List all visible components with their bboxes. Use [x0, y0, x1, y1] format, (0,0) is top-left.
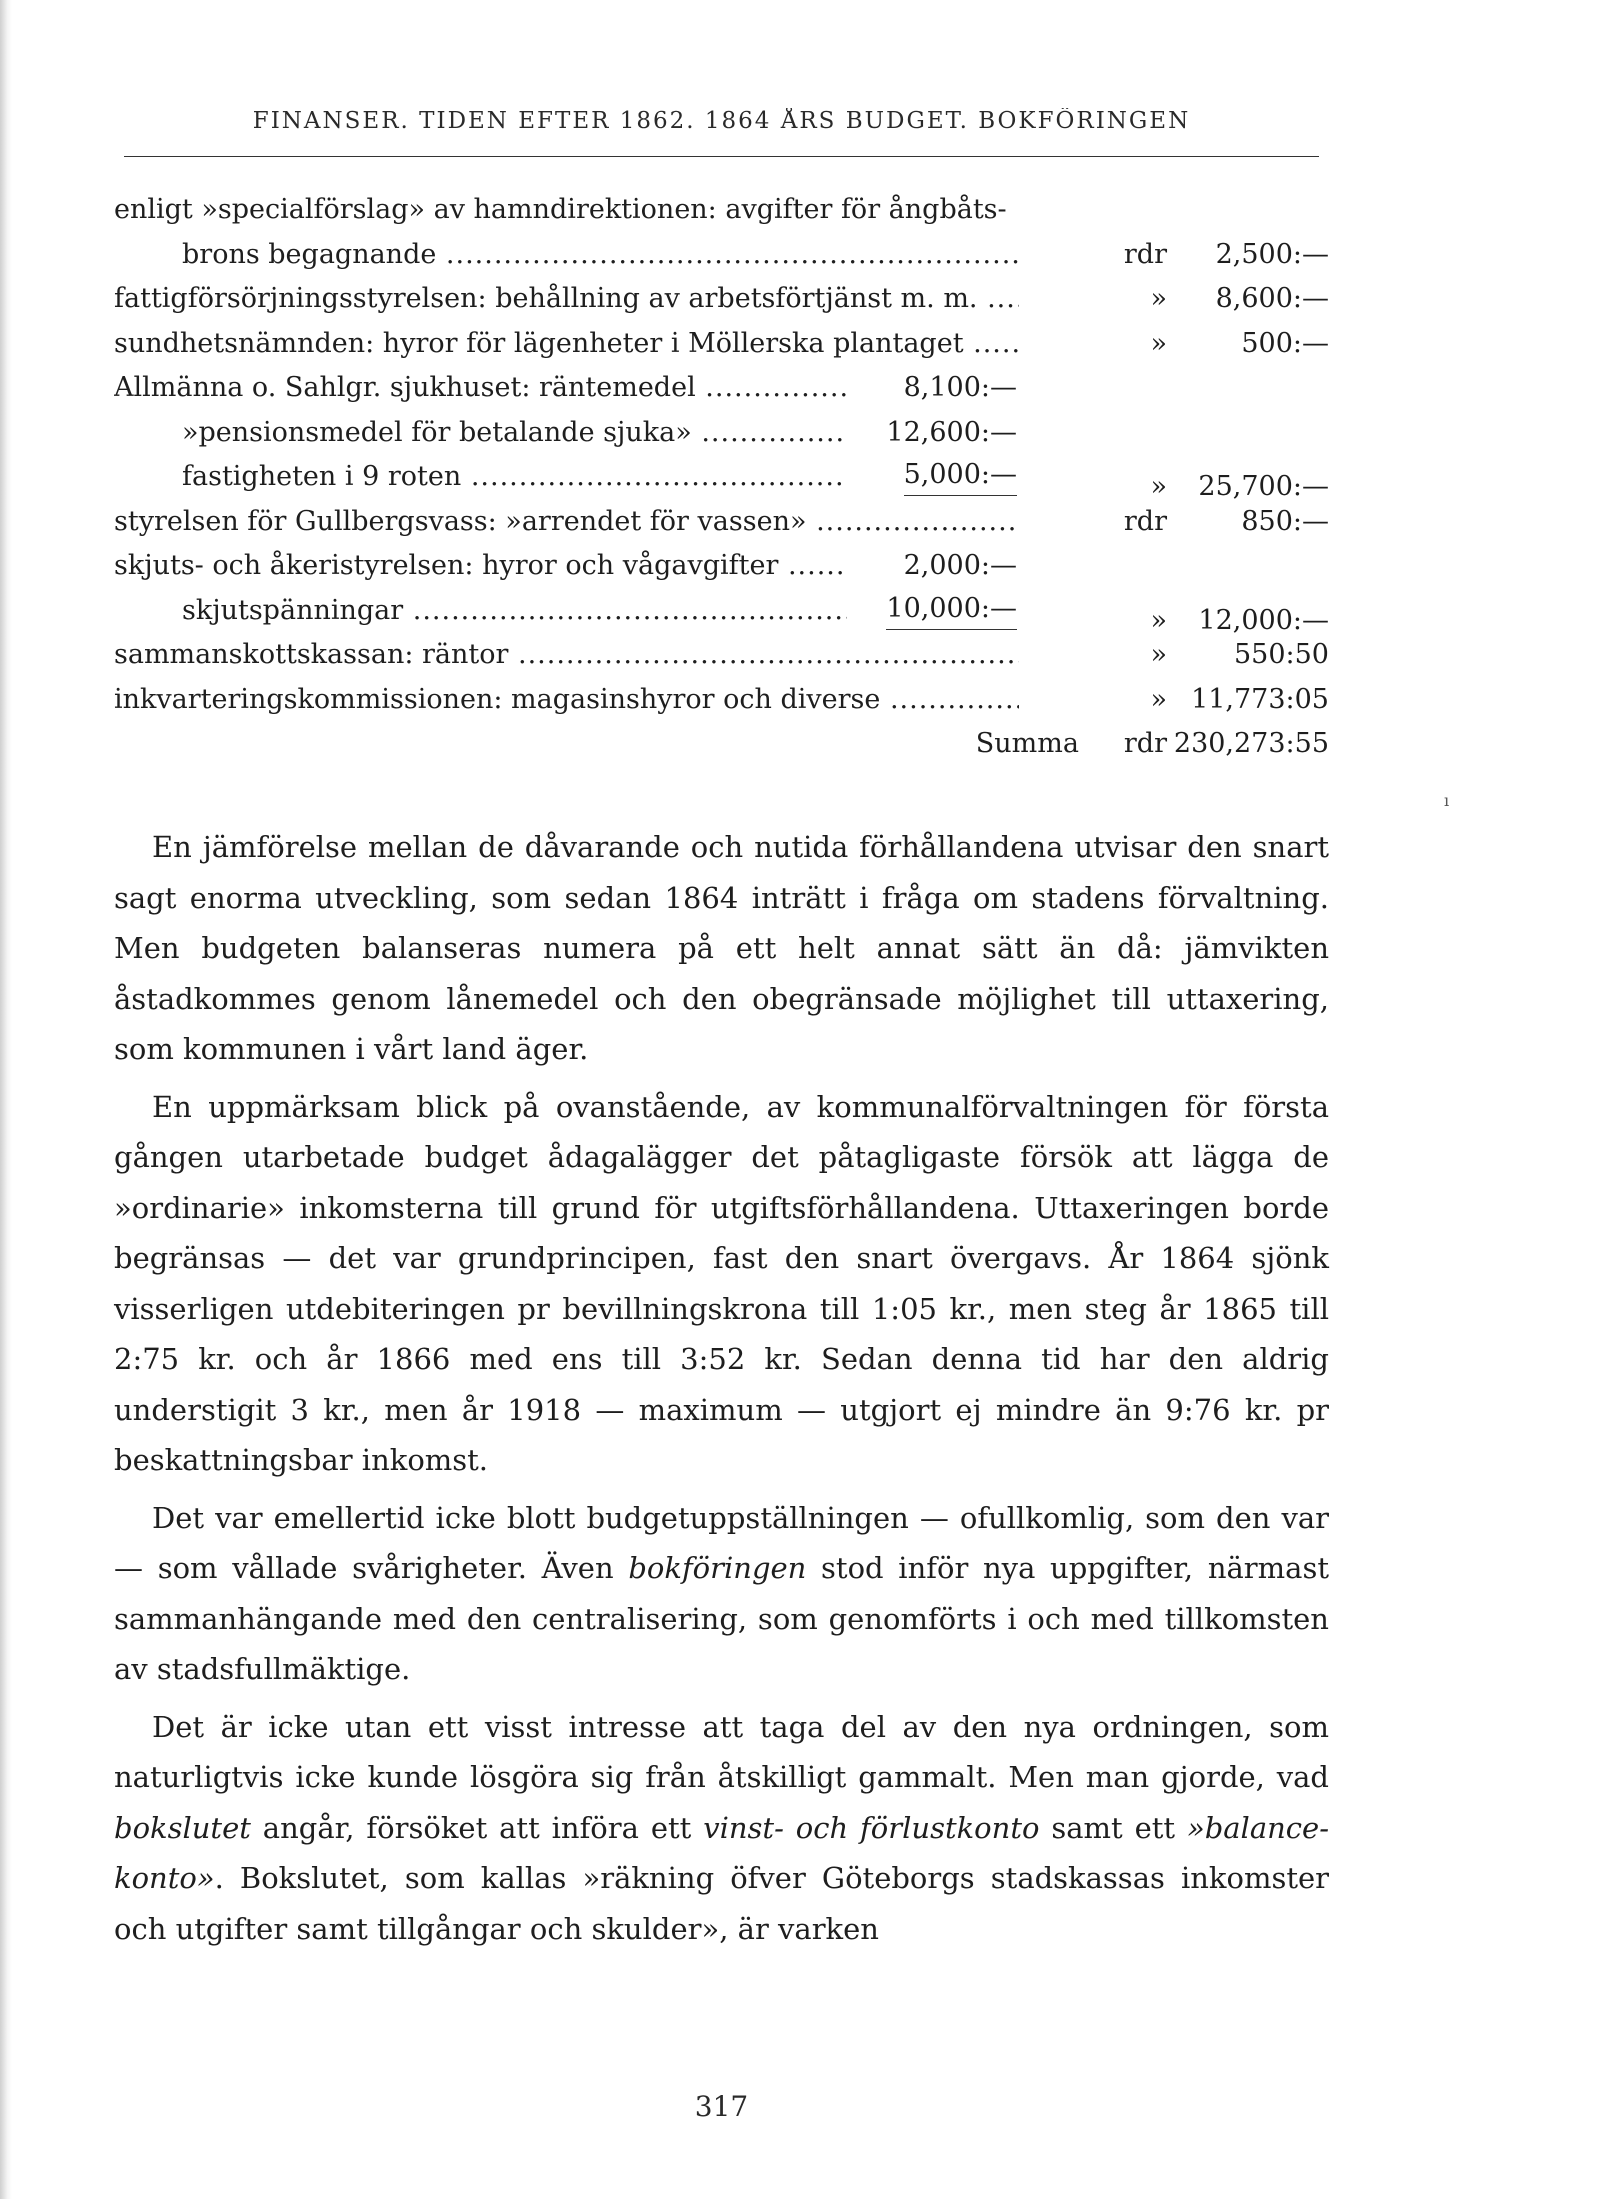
- budget-row: [114, 589, 1329, 634]
- page-number: 317: [694, 2090, 749, 2123]
- budget-row: [114, 366, 1329, 411]
- budget-row: [114, 678, 1329, 723]
- budget-label: styrelsen för Gullbergsvass: »arrendet för vassen» .....: [114, 500, 1019, 545]
- budget-row: [114, 544, 1329, 589]
- budget-subamount: 5,000:—: [904, 455, 1017, 496]
- budget-row: [114, 233, 1329, 278]
- budget-amount: 12,000:—: [1198, 604, 1329, 636]
- budget-row: [114, 633, 1329, 678]
- total-unit: rdr: [1123, 728, 1167, 759]
- paragraph: [114, 1702, 1329, 1955]
- italic-term: bokslutet: [114, 1810, 251, 1845]
- paragraph-text: En jämförelse mellan de dåvarande och nutida förhållandena utvisar den snart sagt enorma utveckling, som sedan 1864 inträtt i fråga om stadens förvaltning. Men budgeten balanseras numera på ett helt annat sätt än då: jämvikten åstadkommes genom lånemedel och den obegränsade möjlighet till uttaxering, som kommunen i vårt land äger.: [114, 830, 1329, 1066]
- budget-unit: »: [1150, 471, 1167, 502]
- budget-row: [114, 500, 1329, 545]
- budget-label: sammanskottskassan: räntor .....: [114, 633, 1019, 678]
- paragraph-text: stod inför nya uppgifter, närmast sammanhängande med den centralisering, som genomförts i och med tillkomsten av stadsfullmäktige.: [114, 1551, 1329, 1686]
- budget-amount: 8,600:—: [1215, 283, 1329, 314]
- budget-row: [114, 455, 1329, 500]
- budget-unit: »: [1150, 327, 1167, 359]
- total-amount: 230,273:55: [1173, 728, 1329, 759]
- budget-row: [114, 411, 1329, 456]
- budget-unit: »: [1150, 639, 1167, 670]
- budget-total-row: [114, 722, 1329, 767]
- budget-subamount: 12,600:—: [886, 416, 1017, 448]
- budget-unit: »: [1150, 604, 1167, 636]
- italic-term: »balance-konto»: [114, 1810, 1329, 1895]
- budget-label: inkvarteringskommissionen: magasinshyror och diverse .....: [114, 678, 1019, 723]
- budget-subamount: 2,000:—: [903, 550, 1017, 581]
- running-header: FINANSER. TIDEN EFTER 1862. 1864 ÅRS BUDGET. BOKFÖRINGEN: [252, 108, 1191, 134]
- budget-unit: »: [1150, 283, 1167, 314]
- budget-label: sundhetsnämnden: hyror för lägenheter i Möllerska plantaget .....: [114, 322, 1019, 367]
- budget-amount: 2,500:—: [1215, 238, 1329, 270]
- paragraph-text: angår, försöket att införa ett: [250, 1810, 704, 1845]
- budget-amount: 11,773:05: [1191, 683, 1329, 715]
- budget-label: skjutspänningar .....: [182, 589, 847, 634]
- budget-unit: rdr: [1123, 238, 1167, 270]
- total-label: Summa: [975, 728, 1079, 759]
- italic-term: vinst- och förlustkonto: [703, 1810, 1040, 1845]
- italic-term: bokföringen: [628, 1551, 807, 1585]
- paragraph: [114, 1082, 1329, 1486]
- budget-amount: 850:—: [1241, 505, 1329, 537]
- budget-subamount: 10,000:—: [886, 589, 1017, 630]
- budget-amount: 500:—: [1241, 327, 1329, 359]
- budget-unit: rdr: [1123, 505, 1167, 537]
- budget-row: [114, 277, 1329, 322]
- budget-table: [114, 188, 1329, 767]
- header-rule: [124, 156, 1319, 157]
- paragraph-text: Det är icke utan ett visst intresse att taga del av den nya ordningen, som naturligtvis icke kunde lösgöra sig från åtskilligt gammalt. Men man gjorde, vad: [114, 1709, 1329, 1794]
- paragraph: [114, 1493, 1329, 1695]
- paragraph-text: samt ett: [1039, 1810, 1187, 1845]
- budget-label: fastigheten i 9 roten .....: [182, 455, 847, 500]
- budget-label: fattigförsörjningsstyrelsen: behållning av arbetsförtjänst m. m. .....: [114, 277, 1019, 322]
- budget-row: [114, 322, 1329, 367]
- budget-amount: 550:50: [1234, 639, 1329, 670]
- book-page: [114, 0, 1329, 2199]
- paragraph-text: . Bokslutet, som kallas »räkning öfver Göteborgs stadskassas inkomster och utgifter samt tillgångar och skulder», är varken: [114, 1861, 1329, 1946]
- scan-edge-shadow: [0, 0, 12, 2199]
- paragraph-text: En uppmärksam blick på ovanstående, av kommunalförvaltningen för första gången utarbetade budget ådagalägger det påtagligaste försök att lägga de »ordinarie» inkomsterna till grund för utgiftsförhållandena. Uttaxeringen borde begränsas — det var grundprincipen, fast den snart övergavs. År 1864 sjönk visserligen utdebiteringen pr bevillningskrona till 1:05 kr., men steg år 1865 till 2:75 kr. och år 1866 med ens till 3:52 kr. Sedan denna tid har den aldrig understigit 3 kr., men år 1918 — maximum — utgjort ej mindre än 9:76 kr. pr beskattningsbar inkomst.: [114, 1089, 1329, 1477]
- budget-label: Allmänna o. Sahlgr. sjukhuset: räntemedel .....: [114, 366, 847, 411]
- paragraph-text: Det var emellertid icke blott budgetuppställningen — ofullkomlig, som den var — som vållade svårigheter. Även: [114, 1500, 1329, 1585]
- budget-label: skjuts- och åkeristyrelsen: hyror och vågavgifter .....: [114, 544, 847, 589]
- budget-label: »pensionsmedel för betalande sjuka» .....: [182, 411, 847, 456]
- paragraph: [114, 822, 1329, 1075]
- budget-unit: »: [1150, 683, 1167, 715]
- budget-row: [114, 188, 1329, 233]
- budget-label: brons begagnande .....: [182, 233, 1019, 278]
- budget-label: enligt »specialförslag» av hamndirektionen: avgifter för ångbåts-: [114, 194, 1007, 225]
- budget-amount: 25,700:—: [1198, 471, 1329, 502]
- budget-subamount: 8,100:—: [903, 372, 1017, 403]
- margin-mark: ı: [1444, 791, 1450, 810]
- body-text: [114, 822, 1329, 1961]
